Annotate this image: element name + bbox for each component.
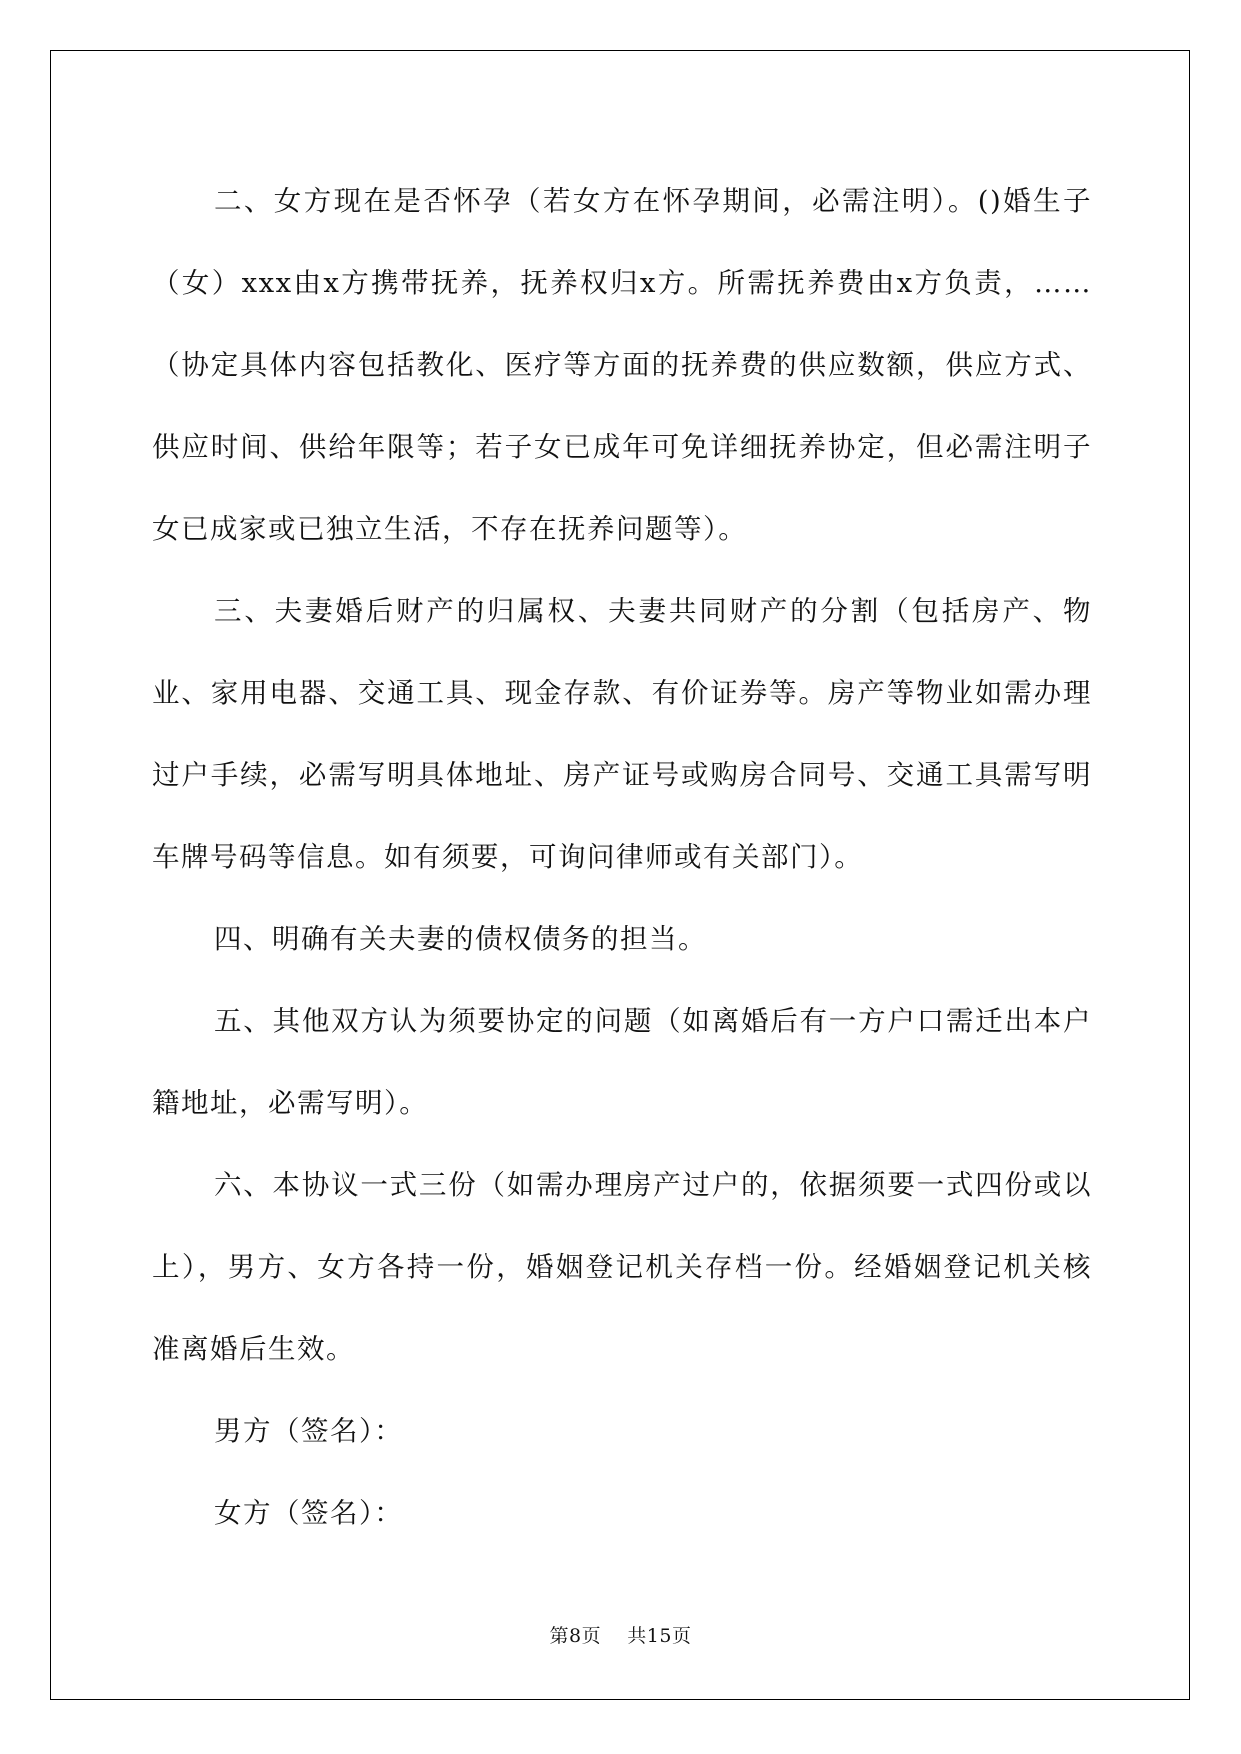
paragraph-3-property: 三、夫妻婚后财产的归属权、夫妻共同财产的分割（包括房产、物业、家用电器、交通工具、现金存款、有价证券等。房产等物业如需办理过户手续，必需写明具体地址、房产证号或购房合同号、交通工具需写明车牌号码等信息。如有须要，可询问律师或有关部门）。 (152, 595, 1092, 873)
paragraph-6-copies: 六、本协议一式三份（如需办理房产过户的，依据须要一式四份或以上），男方、女方各持一份，婚姻登记机关存档一份。经婚姻登记机关核准离婚后生效。 (152, 1169, 1092, 1365)
female-signature-line: 女方（签名）： (214, 1497, 404, 1529)
total-pages: 共15页 (627, 1625, 692, 1647)
document-body (152, 160, 1092, 1554)
page-number: 第8页 (549, 1625, 602, 1647)
page-footer (0, 1621, 1241, 1648)
male-signature-line: 男方（签名）： (214, 1415, 404, 1447)
paragraph-5-other: 五、其他双方认为须要协定的问题（如离婚后有一方户口需迁出本户籍地址，必需写明）。 (152, 1005, 1092, 1119)
paragraph-2-custody: 二、女方现在是否怀孕（若女方在怀孕期间，必需注明）。()婚生子（女）xxx由x方携带抚养，抚养权归x方。所需抚养费由x方负责，……（协定具体内容包括教化、医疗等方面的抚养费的供应数额，供应方式、供应时间、供给年限等；若子女已成年可免详细抚养协定，但必需注明子女已成家或已独立生活，不存在抚养问题等）。 (152, 185, 1092, 545)
paragraph-4-debts: 四、明确有关夫妻的债权债务的担当。 (214, 923, 707, 955)
